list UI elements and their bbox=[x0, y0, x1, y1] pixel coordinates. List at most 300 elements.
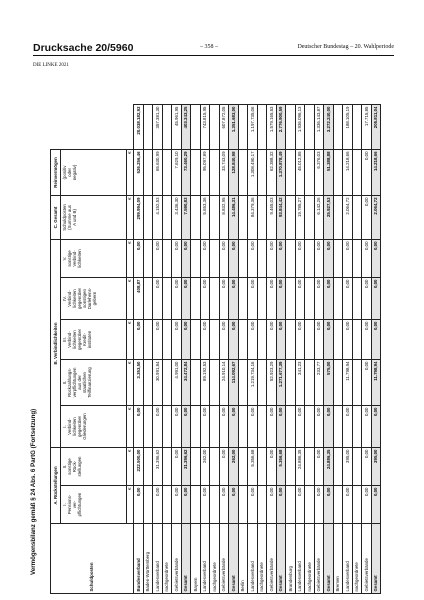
table-cell: 0,00 bbox=[314, 406, 324, 448]
table-cell bbox=[210, 448, 220, 486]
table-row bbox=[219, 105, 229, 594]
row-label: Gesamt bbox=[276, 524, 286, 594]
row-label: nachgeordnete bbox=[352, 524, 362, 594]
table-row bbox=[371, 105, 381, 594]
table-cell: 0,00 bbox=[200, 486, 210, 524]
table-cell bbox=[352, 149, 362, 195]
table-cell: 0,00 bbox=[219, 239, 229, 277]
corner-header: Schuldposten bbox=[51, 524, 134, 594]
table-cell: 357.381,30 bbox=[153, 105, 163, 150]
row-label: Gebietsverbände bbox=[362, 524, 372, 594]
table-cell bbox=[305, 486, 315, 524]
table-cell: 1.936.096,13 bbox=[295, 105, 305, 150]
table-cell: 0,00 bbox=[267, 239, 277, 277]
table-row bbox=[324, 105, 334, 594]
table-row bbox=[210, 105, 220, 594]
table-cell: 9.465,03 bbox=[267, 195, 277, 239]
table-cell: 262,00 bbox=[200, 448, 210, 486]
table-cell bbox=[162, 239, 172, 277]
table-cell: 0,00 bbox=[276, 239, 286, 277]
table-cell: 0,00 bbox=[343, 486, 353, 524]
table-cell: 31.396,62 bbox=[153, 448, 163, 486]
currency-unit: € bbox=[127, 239, 134, 277]
table-cell: 0,00 bbox=[172, 320, 182, 360]
table-cell: 0,00 bbox=[153, 278, 163, 320]
table-cell: 0,00 bbox=[134, 320, 144, 360]
row-label: Gebietsverbände bbox=[219, 524, 229, 594]
table-cell bbox=[191, 406, 201, 448]
table-cell bbox=[333, 278, 343, 320]
table-cell: 0,00 bbox=[314, 278, 324, 320]
table-cell bbox=[143, 149, 153, 195]
table-cell: 17.715,85 bbox=[362, 105, 372, 150]
column-header-1: I. Pensions- ver- pflichtungen bbox=[61, 486, 127, 524]
table-cell: 14.486,31 bbox=[229, 195, 239, 239]
currency-unit: € bbox=[127, 486, 134, 524]
table-row bbox=[143, 105, 153, 594]
column-header-8: Schuldposten (Summe aus A und B) bbox=[61, 195, 127, 239]
table-cell: 128.840,98 bbox=[229, 149, 239, 195]
currency-unit: € bbox=[127, 149, 134, 195]
table-cell bbox=[286, 149, 296, 195]
table-cell bbox=[191, 486, 201, 524]
header-rule bbox=[33, 55, 394, 56]
table-cell: 0,00 bbox=[181, 278, 191, 320]
table-cell bbox=[143, 486, 153, 524]
column-header-2: II. sonstige Rück- stellungen bbox=[61, 448, 127, 486]
table-cell bbox=[162, 149, 172, 195]
table-cell: 33.743,09 bbox=[219, 149, 229, 195]
table-cell: 0,00 bbox=[343, 320, 353, 360]
table-cell bbox=[333, 195, 343, 239]
table-cell: 19.785,27 bbox=[295, 195, 305, 239]
table-cell bbox=[352, 278, 362, 320]
table-cell bbox=[352, 486, 362, 524]
table-cell bbox=[305, 149, 315, 195]
table-cell: 0,00 bbox=[362, 486, 372, 524]
row-label: Gebietsverbände bbox=[267, 524, 277, 594]
rotated-table-container bbox=[50, 104, 396, 594]
table-cell bbox=[143, 278, 153, 320]
table-cell: 24.886,35 bbox=[295, 448, 305, 486]
table-cell: 395,00 bbox=[371, 448, 381, 486]
row-label: Baden-Württemberg bbox=[143, 524, 153, 594]
table-cell: 84.379,36 bbox=[248, 195, 258, 239]
table-cell: 0,00 bbox=[362, 195, 372, 239]
row-label: Bremen bbox=[333, 524, 343, 594]
table-cell bbox=[238, 448, 248, 486]
table-cell: 1.336.143,87 bbox=[314, 105, 324, 150]
table-cell: 3.272.240,00 bbox=[324, 105, 334, 150]
table-cell: 30.991,84 bbox=[153, 360, 163, 406]
table-cell bbox=[257, 105, 267, 150]
table-cell: 6.376,03 bbox=[314, 149, 324, 195]
table-cell bbox=[257, 406, 267, 448]
table-row bbox=[305, 105, 315, 594]
row-label: Gesamt bbox=[371, 524, 381, 594]
table-row bbox=[267, 105, 277, 594]
table-cell: 0,00 bbox=[324, 239, 334, 277]
table-cell: 2.064,72 bbox=[343, 195, 353, 239]
table-cell: 4.152,53 bbox=[153, 195, 163, 239]
table-cell: 8.832,95 bbox=[219, 195, 229, 239]
table-cell: 1.308.490,17 bbox=[248, 149, 258, 195]
table-cell: 408,87 bbox=[134, 278, 144, 320]
table-cell bbox=[191, 149, 201, 195]
table-cell: 0,00 bbox=[267, 278, 277, 320]
table-cell: 0,00 bbox=[219, 486, 229, 524]
table-cell: 0,00 bbox=[343, 239, 353, 277]
table-cell: 0,00 bbox=[371, 406, 381, 448]
table-cell bbox=[352, 105, 362, 150]
table-cell: 0,00 bbox=[153, 406, 163, 448]
document-number: Drucksache 20/5960 bbox=[33, 42, 134, 54]
table-cell bbox=[162, 486, 172, 524]
table-cell: 62.388,32 bbox=[267, 149, 277, 195]
table-cell bbox=[305, 360, 315, 406]
table-cell: 0,00 bbox=[371, 278, 381, 320]
table-row bbox=[248, 105, 258, 594]
table-cell bbox=[143, 448, 153, 486]
table-cell: 0,00 bbox=[314, 239, 324, 277]
table-cell: 0,00 bbox=[172, 486, 182, 524]
table-cell: 0,00 bbox=[172, 406, 182, 448]
table-cell bbox=[210, 105, 220, 150]
table-cell bbox=[305, 448, 315, 486]
table-cell: 0,00 bbox=[200, 239, 210, 277]
table-cell: 0,00 bbox=[324, 320, 334, 360]
column-header-3: I. Verbind- lichkeiten gegenüber Gliederungen bbox=[61, 406, 127, 448]
table-cell: 0,00 bbox=[362, 360, 372, 406]
table-row bbox=[276, 105, 286, 594]
table-row bbox=[295, 105, 305, 594]
table-cell bbox=[238, 360, 248, 406]
table-cell bbox=[286, 278, 296, 320]
table-cell: 188.105,19 bbox=[343, 105, 353, 150]
table-cell bbox=[286, 320, 296, 360]
group-header-b: B. Verbindlichkeiten bbox=[51, 239, 61, 447]
table-cell: 0,00 bbox=[276, 278, 286, 320]
row-label: Bayern bbox=[191, 524, 201, 594]
row-label: Gesamt bbox=[181, 524, 191, 594]
table-cell: 1.219.734,16 bbox=[248, 360, 258, 406]
table-cell: 0,00 bbox=[134, 239, 144, 277]
group-header-r: Reinvermögen bbox=[51, 149, 61, 195]
table-cell bbox=[143, 406, 153, 448]
table-cell bbox=[162, 105, 172, 150]
table-row bbox=[200, 105, 210, 594]
table-cell: 0,00 bbox=[314, 448, 324, 486]
table-cell bbox=[286, 360, 296, 406]
row-label: Landesverband bbox=[343, 524, 353, 594]
table-cell: 0,00 bbox=[267, 448, 277, 486]
table-cell: 114.092,67 bbox=[229, 360, 239, 406]
table-cell bbox=[333, 486, 343, 524]
table-cell bbox=[238, 195, 248, 239]
row-label: Gebietsverbände bbox=[314, 524, 324, 594]
table-cell bbox=[191, 195, 201, 239]
row-label: Landesverband bbox=[295, 524, 305, 594]
balance-table bbox=[50, 104, 381, 594]
table-row bbox=[191, 105, 201, 594]
table-cell: 0,00 bbox=[219, 278, 229, 320]
table-cell bbox=[352, 360, 362, 406]
table-cell: 0,00 bbox=[371, 486, 381, 524]
table-cell: 0,00 bbox=[248, 278, 258, 320]
table-cell: 0,00 bbox=[200, 406, 210, 448]
table-cell bbox=[257, 320, 267, 360]
table-cell: 0,00 bbox=[362, 320, 372, 360]
table-row bbox=[162, 105, 172, 594]
table-cell: 526.256,46 bbox=[134, 149, 144, 195]
table-cell: 0,00 bbox=[181, 406, 191, 448]
table-cell bbox=[162, 448, 172, 486]
table-cell bbox=[238, 149, 248, 195]
currency-unit: € bbox=[127, 278, 134, 320]
table-row bbox=[229, 105, 239, 594]
table-cell: 0,00 bbox=[229, 486, 239, 524]
table-cell bbox=[257, 360, 267, 406]
table-cell: 1.197.735,06 bbox=[248, 105, 258, 150]
table-cell bbox=[238, 278, 248, 320]
group-header-c: C. Gesamt bbox=[51, 195, 61, 239]
table-cell: 0,00 bbox=[219, 448, 229, 486]
table-cell: 45.961,95 bbox=[172, 105, 182, 150]
table-cell bbox=[305, 195, 315, 239]
group-header-a: A. Rückstellungen bbox=[51, 448, 61, 524]
table-cell bbox=[162, 320, 172, 360]
column-header-7: V. sonstige Verbind- lichkeiten bbox=[61, 239, 127, 277]
table-cell bbox=[210, 320, 220, 360]
table-cell bbox=[210, 149, 220, 195]
table-row bbox=[333, 105, 343, 594]
table-cell bbox=[333, 320, 343, 360]
table-cell bbox=[305, 320, 315, 360]
table-cell: 0,00 bbox=[172, 448, 182, 486]
table-cell: 31.396,62 bbox=[181, 448, 191, 486]
table-cell bbox=[257, 195, 267, 239]
table-cell: 14.218,66 bbox=[371, 149, 381, 195]
table-cell: 89.192,53 bbox=[200, 360, 210, 406]
table-cell: 0,00 bbox=[314, 486, 324, 524]
table-cell bbox=[305, 278, 315, 320]
table-cell: 2.776.900,59 bbox=[276, 105, 286, 150]
table-row bbox=[153, 105, 163, 594]
table-cell: 1.579.165,53 bbox=[267, 105, 277, 150]
table-cell: 0,00 bbox=[248, 320, 258, 360]
row-label: Gesamt bbox=[229, 524, 239, 594]
table-cell: 95.097,89 bbox=[200, 149, 210, 195]
table-cell bbox=[257, 448, 267, 486]
table-cell: 0,00 bbox=[248, 406, 258, 448]
table-cell: 4.991,00 bbox=[172, 360, 182, 406]
party-label: DIE LINKE 2021 bbox=[33, 63, 69, 68]
table-cell bbox=[143, 105, 153, 150]
table-cell bbox=[352, 406, 362, 448]
table-cell bbox=[333, 406, 343, 448]
table-cell: 0,00 bbox=[362, 406, 372, 448]
table-cell: 0,00 bbox=[362, 278, 372, 320]
table-cell bbox=[257, 239, 267, 277]
table-cell: 0,00 bbox=[181, 320, 191, 360]
table-row bbox=[181, 105, 191, 594]
table-cell bbox=[257, 278, 267, 320]
table-cell bbox=[210, 486, 220, 524]
table-cell: 0,00 bbox=[362, 448, 372, 486]
row-label: Landesverband bbox=[200, 524, 210, 594]
table-row bbox=[257, 105, 267, 594]
table-cell: 0,00 bbox=[324, 406, 334, 448]
table-cell bbox=[333, 448, 343, 486]
table-cell bbox=[143, 239, 153, 277]
row-label: Gebietsverbände bbox=[172, 524, 182, 594]
table-cell: 222.500,00 bbox=[134, 448, 144, 486]
table-cell: 0,00 bbox=[314, 320, 324, 360]
table-cell bbox=[238, 406, 248, 448]
row-label: Berlin bbox=[238, 524, 248, 594]
table-cell bbox=[286, 406, 296, 448]
table-cell bbox=[143, 360, 153, 406]
table-cell: 6.142,26 bbox=[314, 195, 324, 239]
table-cell: 3.436,30 bbox=[172, 195, 182, 239]
table-row bbox=[352, 105, 362, 594]
table-cell: 395,00 bbox=[343, 448, 353, 486]
row-label: Bundesverband bbox=[134, 524, 144, 594]
table-cell bbox=[238, 239, 248, 277]
table-cell: 0,00 bbox=[153, 486, 163, 524]
table-cell: 262,00 bbox=[229, 448, 239, 486]
table-cell bbox=[352, 320, 362, 360]
table-cell bbox=[210, 406, 220, 448]
currency-unit: € bbox=[127, 406, 134, 448]
row-label: Landesverband bbox=[248, 524, 258, 594]
table-cell bbox=[333, 360, 343, 406]
table-cell: 0,00 bbox=[134, 406, 144, 448]
table-cell: 73.460,29 bbox=[181, 149, 191, 195]
table-cell: 24.910,14 bbox=[219, 360, 229, 406]
table-cell: 0,00 bbox=[229, 278, 239, 320]
table-cell bbox=[305, 239, 315, 277]
table-cell bbox=[286, 239, 296, 277]
table-cell bbox=[210, 195, 220, 239]
table-cell: 0,00 bbox=[229, 320, 239, 360]
table-cell: 0,00 bbox=[295, 320, 305, 360]
table-title: Vermögensbilanz gemäß § 24 Abs. 6 PartG (Fortsetzung) bbox=[30, 408, 37, 575]
table-cell: 0,00 bbox=[324, 278, 334, 320]
table-cell bbox=[162, 406, 172, 448]
table-cell: 0,00 bbox=[295, 239, 305, 277]
table-cell: 0,00 bbox=[343, 406, 353, 448]
table-cell: 0,00 bbox=[362, 149, 372, 195]
table-cell: 0,00 bbox=[267, 320, 277, 360]
table-cell: 51.388,88 bbox=[324, 149, 334, 195]
table-cell bbox=[305, 105, 315, 150]
table-cell: 1.351.683,00 bbox=[229, 105, 239, 150]
table-cell: 25.927,53 bbox=[324, 195, 334, 239]
table-cell: 52.923,29 bbox=[267, 360, 277, 406]
column-header-9: (positiv oder negativ) bbox=[61, 149, 127, 195]
currency-unit: € bbox=[127, 195, 134, 239]
currency-unit: € bbox=[127, 448, 134, 486]
table-cell bbox=[333, 105, 343, 150]
row-label: Gesamt bbox=[324, 524, 334, 594]
table-cell: 0,00 bbox=[267, 486, 277, 524]
table-cell: 299.994,09 bbox=[134, 195, 144, 239]
table-cell: 0,00 bbox=[153, 320, 163, 360]
table-cell bbox=[257, 486, 267, 524]
table-cell: 0,00 bbox=[295, 278, 305, 320]
table-cell bbox=[333, 239, 343, 277]
table-cell bbox=[352, 448, 362, 486]
table-cell bbox=[352, 195, 362, 239]
table-cell bbox=[191, 105, 201, 150]
table-cell bbox=[238, 320, 248, 360]
table-cell: 3.353,50 bbox=[134, 360, 144, 406]
table-cell: 0,00 bbox=[181, 239, 191, 277]
table-cell bbox=[162, 195, 172, 239]
table-cell: 20.038.182,93 bbox=[134, 105, 144, 150]
table-row bbox=[286, 105, 296, 594]
table-cell bbox=[210, 278, 220, 320]
table-cell bbox=[162, 360, 172, 406]
table-cell bbox=[210, 239, 220, 277]
table-cell: 1.370.878,49 bbox=[276, 149, 286, 195]
table-cell: 5.356,68 bbox=[248, 448, 258, 486]
table-cell: 0,00 bbox=[343, 278, 353, 320]
table-cell: 11.798,94 bbox=[371, 360, 381, 406]
table-row bbox=[314, 105, 324, 594]
balance-table-frame bbox=[50, 104, 396, 594]
table-cell: 0,00 bbox=[248, 239, 258, 277]
table-cell: 0,00 bbox=[276, 486, 286, 524]
table-cell: 233,77 bbox=[314, 360, 324, 406]
table-cell: 0,00 bbox=[267, 406, 277, 448]
table-cell bbox=[191, 278, 201, 320]
table-cell bbox=[257, 149, 267, 195]
table-cell bbox=[352, 239, 362, 277]
table-cell bbox=[210, 360, 220, 406]
table-cell: 341,23 bbox=[295, 360, 305, 406]
row-label: nachgeordnete bbox=[257, 524, 267, 594]
table-cell: 1.271.677,39 bbox=[276, 360, 286, 406]
page-number: – 358 – bbox=[200, 44, 218, 50]
table-cell: 0,00 bbox=[295, 406, 305, 448]
table-cell: 607.872,05 bbox=[219, 105, 229, 150]
column-header-5: III. Verbind- lichkeiten gegenüber Kredit- instituten bbox=[61, 320, 127, 360]
table-cell: 45.012,85 bbox=[295, 149, 305, 195]
row-label: nachgeordnete bbox=[305, 524, 315, 594]
table-cell: 65.630,99 bbox=[153, 149, 163, 195]
table-cell bbox=[238, 105, 248, 150]
table-cell bbox=[286, 486, 296, 524]
table-cell bbox=[191, 448, 201, 486]
table-cell: 0,00 bbox=[219, 406, 229, 448]
currency-unit: € bbox=[127, 360, 134, 406]
table-cell: 0,00 bbox=[229, 406, 239, 448]
table-cell: 0,00 bbox=[134, 486, 144, 524]
table-row bbox=[134, 105, 144, 594]
table-cell: 0,00 bbox=[172, 278, 182, 320]
table-cell bbox=[162, 278, 172, 320]
table-cell bbox=[143, 320, 153, 360]
table-cell: 575,00 bbox=[324, 360, 334, 406]
table-cell: 0,00 bbox=[229, 239, 239, 277]
table-cell: 0,00 bbox=[172, 239, 182, 277]
row-label: nachgeordnete bbox=[162, 524, 172, 594]
table-cell: 0,00 bbox=[219, 320, 229, 360]
table-cell bbox=[191, 360, 201, 406]
table-cell: 0,00 bbox=[295, 486, 305, 524]
